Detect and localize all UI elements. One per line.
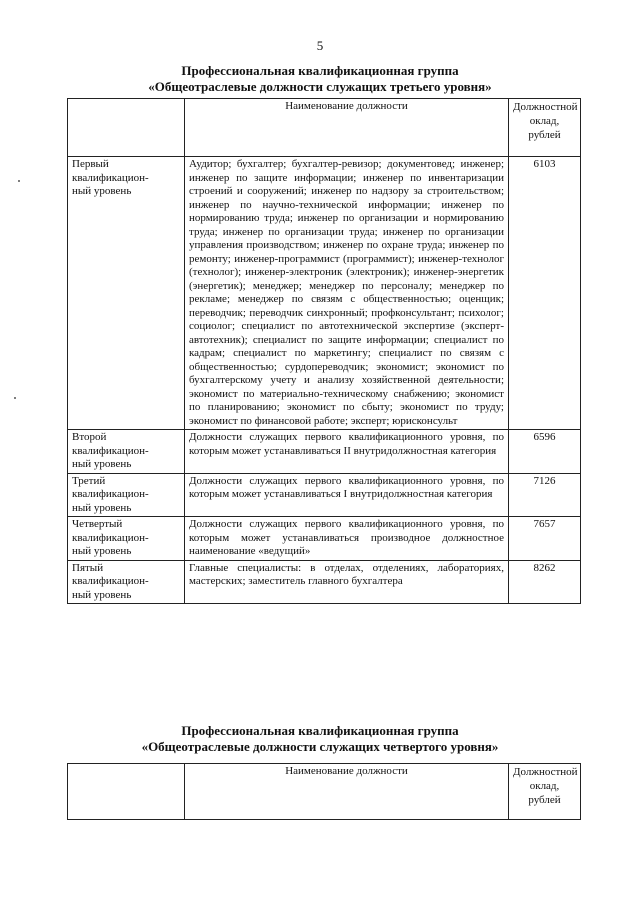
level-line: ный уровень (72, 185, 132, 197)
level-cell (68, 560, 185, 604)
header-salary-line: рублей (528, 794, 561, 806)
header-salary (509, 99, 581, 157)
level-line: ный уровень (72, 545, 132, 557)
header-salary-line: Должностной (513, 101, 578, 113)
salary-table-fourth-level (67, 763, 581, 820)
level-cell (68, 157, 185, 430)
table-header-row (68, 99, 581, 157)
header-level-cell (68, 99, 185, 157)
level-line: квалификацион- (72, 171, 149, 184)
salary-cell: 8262 (509, 560, 581, 604)
level-line: ный уровень (72, 458, 132, 470)
salary-cell: 6596 (509, 430, 581, 474)
section2-title-line1: Профессиональная квалификационная группа (181, 723, 459, 738)
section1-title-line1: Профессиональная квалификационная группа (181, 63, 459, 78)
table-row (68, 560, 581, 604)
level-line: квалификацион- (72, 575, 149, 587)
header-salary-line: оклад, (529, 115, 560, 127)
level-line: Третий (72, 474, 106, 487)
salary-cell: 7126 (509, 473, 581, 517)
positions-cell: Главные специалисты: в отделах, отделениях, лабораториях, мастерских; заместитель главного бухгалтера (185, 560, 509, 604)
level-line: квалификацион- (72, 488, 149, 500)
table-header-row (68, 764, 581, 820)
section2-title-line2: «Общеотраслевые должности служащих четвертого уровня» (141, 739, 499, 754)
salary-cell: 7657 (509, 517, 581, 561)
section1-title-line2: «Общеотраслевые должности служащих третьего уровня» (148, 79, 492, 94)
level-line: Первый (72, 158, 109, 170)
header-level-cell (68, 764, 185, 820)
page-number: 5 (316, 38, 324, 53)
section1-title (0, 63, 640, 95)
level-cell (68, 473, 185, 517)
header-position-name: Наименование должности (185, 99, 509, 157)
salary-table-third-level (67, 98, 581, 604)
table-row (68, 157, 581, 430)
table-row (68, 473, 581, 517)
level-line: квалификацион- (72, 444, 149, 457)
positions-cell: Аудитор; бухгалтер; бухгалтер-ревизор; документовед; инженер; инженер по защите информации; инженер по инвентаризации строений и сооружений; инженер по надзору за строительством; инженер по научно-технической информации; инженер по нормированию труда; инженер по организации и нормированию труда; инженер по организации труда; инженер по организации управления производством; инженер по охране труда; инженер по ремонту; инженер-программист (программист); инженер-технолог (технолог); инженер-электроник (электроник); инженер-энергетик (энергетик); менеджер; менеджер по персоналу; менеджер по рекламе; менеджер по связям с общественностью; оценщик; переводчик; переводчик синхронный; профконсультант; психолог; социолог; специалист по автотехнической экспертизе (эксперт-автотехник); специалист по защите информации; специалист по кадрам; специалист по маркетингу; специалист по связям с общественностью; сурдопереводчик; экономист; экономист по бухгалтерскому учету и анализу хозяйственной деятельности; экономист по материально-техническому снабжению; экономист по планированию; экономист по сбыту; экономист по труду; экономист по финансовой работе; эксперт; юрисконсульт (185, 157, 509, 430)
salary-cell: 6103 (509, 157, 581, 430)
table-row (68, 430, 581, 474)
header-salary-line: рублей (528, 129, 561, 141)
header-position-name: Наименование должности (185, 764, 509, 820)
level-line: квалификацион- (72, 531, 149, 544)
positions-cell: Должности служащих первого квалификационного уровня, по которым может устанавливаться производное должностное наименование «ведущий» (185, 517, 509, 561)
scan-artifact-dot (18, 180, 20, 182)
level-line: Пятый (72, 561, 104, 574)
level-line: ный уровень (72, 588, 132, 601)
level-line: Второй (72, 431, 107, 443)
table-row (68, 517, 581, 561)
scan-artifact-dot (14, 397, 16, 399)
level-line: Четвертый (72, 518, 123, 530)
section2-title (0, 723, 640, 755)
level-cell (68, 430, 185, 474)
positions-cell: Должности служащих первого квалификационного уровня, по которым может устанавливаться I внутридолжностная категория (185, 473, 509, 517)
header-salary-line: оклад, (529, 780, 560, 792)
header-salary (509, 764, 581, 820)
positions-cell: Должности служащих первого квалификационного уровня, по которым может устанавливаться II внутридолжностная категория (185, 430, 509, 474)
header-salary-line: Должностной (513, 766, 578, 778)
level-line: ный уровень (72, 501, 132, 514)
level-cell (68, 517, 185, 561)
